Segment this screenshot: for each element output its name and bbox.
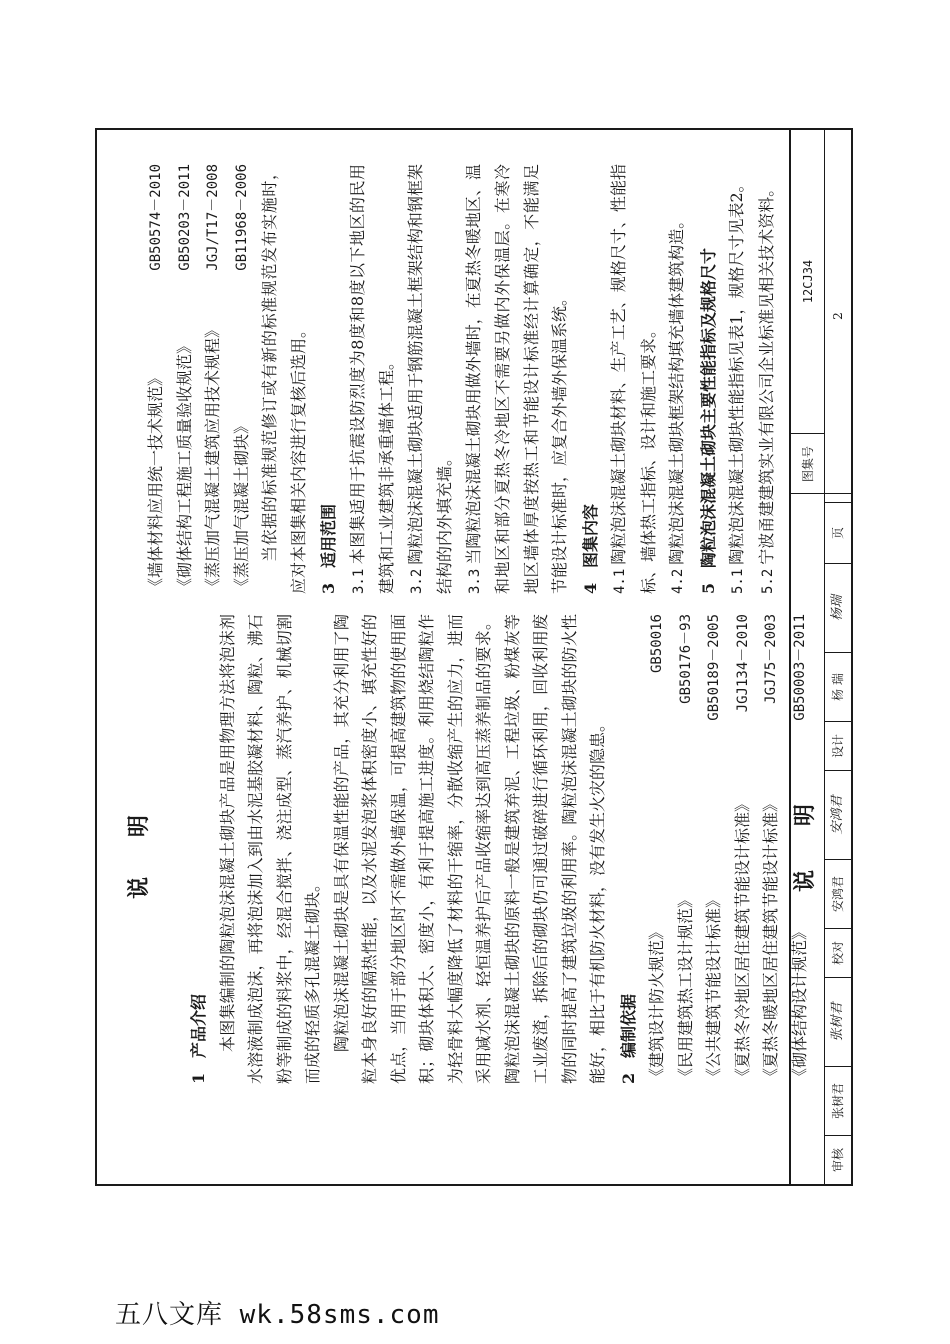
list-item: [663, 164, 693, 594]
section-title: 图集内容: [580, 503, 600, 568]
item-number: 5.2: [759, 568, 776, 594]
footer-watermark: 五八文库 wk.58sms.com: [115, 1300, 440, 1330]
item-text: 本图集适用于抗震设防烈度为8度和8度以下地区的民用建筑和工业建筑非承重墙体工程。: [347, 164, 396, 594]
section-title: 产品介绍: [189, 993, 208, 1058]
reference-code: GB50574－2010: [148, 164, 164, 271]
reference-code: GB50203－2011: [176, 164, 193, 271]
section-title: 编制依据: [618, 993, 638, 1058]
section-heading: [577, 164, 606, 594]
section-number: 2: [618, 1072, 638, 1084]
section-number: 3: [319, 582, 338, 594]
list-item: [753, 164, 783, 594]
reference-name: 《公共建筑节能设计标准》: [704, 891, 723, 1084]
reference-item: [672, 614, 701, 1084]
reference-name: 《蒸压加气混凝土建筑应用技术规程》: [203, 321, 222, 594]
item-text: 当陶粒泡沫混凝土砌块用做外墙时，在夏热冬暖地区、温和地区和部分夏热冬冷地区不需要另做内外保温层。在寒冷地区墙体厚度按热工和节能设计标准经计算确定，不能满足节能设计标准时，应复合外墙外保温系统。: [463, 164, 569, 594]
item-text: 陶粒泡沫混凝土砌块框架结构填充墙体建筑构造。: [667, 212, 686, 565]
item-number: 5.1: [730, 568, 746, 594]
drawing-sheet: [95, 128, 853, 1186]
reviewer-name: 张树君: [825, 1066, 851, 1135]
title-block-title: 说 明: [792, 786, 818, 892]
reference-code: GB50016: [649, 614, 665, 674]
list-item: [723, 164, 753, 594]
list-item: [605, 164, 663, 594]
section-number: 4: [580, 582, 600, 594]
reference-name: 《墙体材料应用统一技术规范》: [146, 369, 165, 594]
page-number: 2: [831, 312, 845, 320]
item-number: 3.3: [466, 568, 483, 594]
reference-name: 《砌体结构工程施工质量验收规范》: [174, 337, 194, 594]
section-title: 适用范围: [319, 503, 338, 568]
atlas-number-row: [791, 130, 825, 494]
reference-code: GB11968－2006: [233, 164, 250, 271]
reference-code: GB50189－2005: [706, 614, 722, 721]
section-number: 5: [698, 582, 718, 594]
section-heading: [185, 614, 214, 1084]
rotated-page: [97, 130, 851, 1184]
section-heading: [615, 614, 644, 1084]
item-number: 4.2: [670, 568, 686, 594]
reference-name: 《砌体结构设计规范》: [789, 923, 809, 1084]
item-text: 陶粒泡沫混凝土砌块适用于钢筋混凝土框架结构和钢框架结构的内外填充墙。: [405, 164, 454, 594]
page-title: 说 明: [126, 799, 152, 899]
revision-note: 当依据的标准规范修订或有新的标准规范发布实施时，应对本图集相关内容进行复核后选用。: [260, 164, 308, 594]
reference-name: 《民用建筑热工设计规范》: [675, 891, 695, 1084]
item-text: 陶粒泡沫混凝土砌块性能指标见表1，规格尺寸见表2。: [727, 176, 746, 565]
section-heading: [315, 164, 344, 594]
item-text: 陶粒泡沫混凝土砌块材料、生产工艺、规格尺寸、性能指标、墙体热工指标、设计和施工要求。: [609, 164, 658, 594]
atlas-label: 图集号: [791, 433, 825, 494]
title-block: [789, 130, 851, 1184]
list-item: [460, 164, 575, 594]
checker-signature: 安鸿君: [825, 770, 851, 859]
item-number: 3.1: [350, 568, 367, 594]
reference-item: [729, 614, 758, 1084]
reference-item: [757, 614, 786, 1084]
designer-signature: 杨瑞: [825, 563, 851, 652]
reference-code: JGJ/T17－2008: [205, 164, 221, 271]
reviewer-signature: 张树君: [825, 977, 851, 1066]
reference-code: JGJ134－2010: [734, 614, 751, 713]
reference-code: GB50003－2011: [791, 614, 808, 721]
reference-name: 《蒸压加气混凝土砌块》: [231, 417, 251, 594]
paragraph: 陶粒泡沫混凝土砌块是具有保温性能的产品，其充分利用了陶粒本身良好的隔热性能，以及水泥发泡浆体积密度小、填充性好的优点，当用于部分地区时不需做外墙保温，可提高建筑物的使用面积；砌块体积大、密度小，有利于提高施工进度。利用烧结陶粒作为轻骨料大幅度降低了材料的干缩率，分散收缩产生的应力，进而采用减水剂、轻恒温养护后产品收缩率达到高压蒸养制品的要求。陶粒泡沫混凝土砌块的原料一般是建筑弃泥、工程垃圾、粉煤灰等工业废渣，拆除后的砌块仍可通过破碎进行循环利用，回收利用废物的同时提高了建筑垃圾的利用率。陶粒泡沫混凝土砌块的防火性能好，相比于有机防火材料，没有发生火灾的隐患。: [331, 614, 607, 1084]
reference-item: [199, 164, 228, 594]
approval-row: [824, 130, 851, 1184]
list-item: [344, 164, 402, 594]
reference-item: [171, 164, 200, 594]
reference-name: 《夏热冬暖地区居住建筑节能设计标准》: [761, 795, 780, 1084]
reference-code: JGJ75－2003: [763, 614, 779, 704]
atlas-number: 12CJ34: [801, 259, 815, 304]
checker-name: 安鸿君: [825, 859, 851, 928]
reference-code: GB50176－93: [677, 614, 694, 704]
reference-item: [228, 164, 257, 594]
page-label: 页: [825, 502, 851, 563]
reference-name: 《夏热冬冷地区居住建筑节能设计标准》: [732, 795, 752, 1084]
check-label: 校对: [825, 928, 851, 977]
designer-name: 杨 瑞: [825, 652, 851, 721]
item-number: 3.2: [408, 568, 425, 594]
reference-item: [643, 614, 672, 1084]
item-text: 宁波甬建建筑实业有限公司企业标准见相关技术资料。: [756, 180, 776, 565]
left-column: [97, 614, 814, 1084]
section-title: 陶粒泡沫混凝土砌块主要性能指标及规格尺寸: [698, 247, 718, 568]
item-number: 4.1: [612, 568, 628, 594]
section-number: 1: [189, 1072, 208, 1084]
section-heading: [695, 164, 724, 594]
design-label: 设计: [825, 721, 851, 770]
right-column: [142, 164, 782, 594]
paragraph: 本图集编制的陶粒泡沫混凝土砌块产品是用物理方法将泡沫剂水溶液制成泡沫，再将泡沫加入到由水泥基胶凝材料、陶粒、沸石粉等制成的料浆中，经混合搅拌、浇注成型、蒸汽养护、机械切割而成的轻质多孔混凝土砌块。: [217, 614, 322, 1084]
reference-item: [700, 614, 729, 1084]
list-item: [402, 164, 460, 594]
reference-item: [142, 164, 171, 594]
review-label: 审核: [825, 1135, 851, 1184]
reference-name: 《建筑设计防火规范》: [647, 923, 666, 1084]
